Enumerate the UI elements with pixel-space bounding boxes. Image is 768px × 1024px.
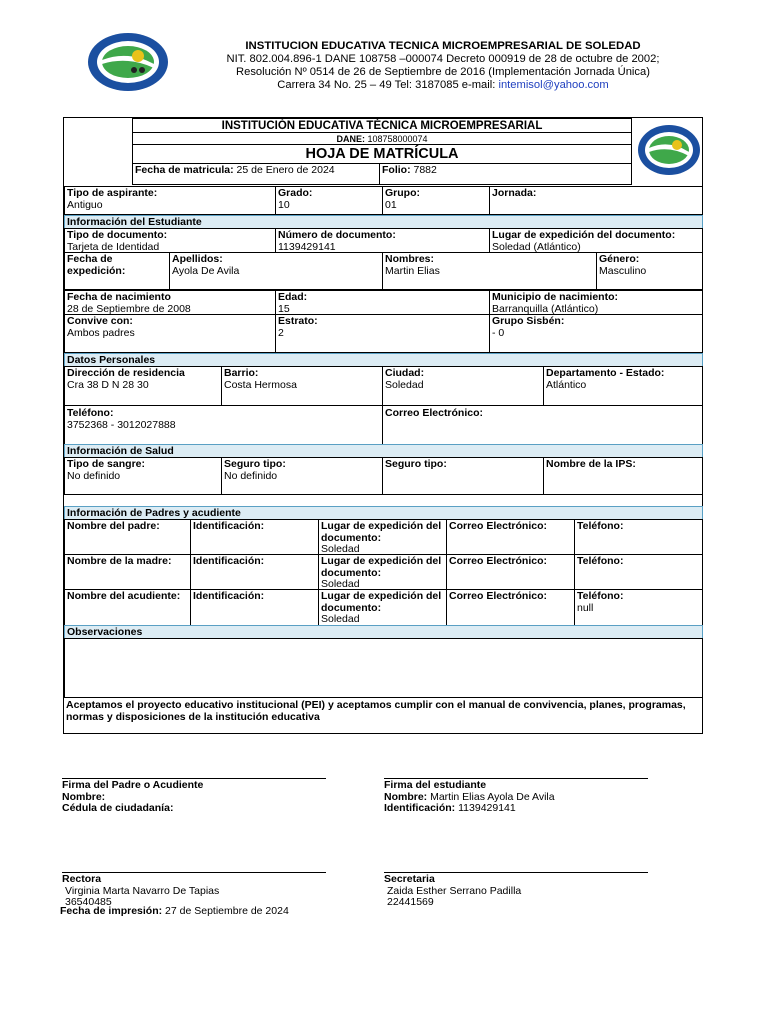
dane-line: DANE: 108758000074 — [132, 132, 632, 145]
signature-padre: Firma del Padre o Acudiente Nombre: Cédula de ciudadanía: — [62, 779, 204, 814]
nombre-madre: Nombre de la madre: — [64, 554, 191, 590]
municipio-nacimiento: Municipio de nacimiento: Barranquilla (Atlántico) — [489, 290, 703, 315]
form-title: HOJA DE MATRÍCULA — [132, 144, 632, 164]
jornada: Jornada: — [489, 186, 703, 215]
header-line-1: NIT. 802.004.896-1 DANE 108758 –000074 Decreto 000919 de 28 de octubre de 2002; — [226, 53, 660, 65]
section-estudiante: Información del Estudiante — [64, 215, 703, 229]
departamento: Departamento - Estado: Atlántico — [543, 366, 703, 406]
grupo: Grupo: 01 — [382, 186, 490, 215]
correo-madre: Correo Electrónico: — [446, 554, 575, 590]
seguro-tipo-2: Seguro tipo: — [382, 457, 544, 495]
fecha-expedicion: Fecha de expedición: — [64, 252, 170, 290]
observaciones-box[interactable] — [64, 638, 703, 698]
tipo-aspirante: Tipo de aspirante: Antiguo — [64, 186, 276, 215]
nombre-padre: Nombre del padre: — [64, 519, 191, 555]
id-madre: Identificación: — [190, 554, 319, 590]
telefono-madre: Teléfono: — [574, 554, 703, 590]
signature-line-rectora — [62, 872, 326, 873]
estrato: Estrato: 2 — [275, 314, 490, 353]
email-link[interactable]: intemisol@yahoo.com — [498, 79, 609, 91]
fecha-matricula: Fecha de matricula: 25 de Enero de 2024 — [132, 163, 380, 185]
tipo-sangre: Tipo de sangre: No definido — [64, 457, 222, 495]
nombres: Nombres: Martin Elias — [382, 252, 597, 290]
fecha-nacimiento: Fecha de nacimiento 28 de Septiembre de 2008 — [64, 290, 276, 315]
form-institution: INSTITUCIÓN EDUCATIVA TÉCNICA MICROEMPRESARIAL — [132, 118, 632, 133]
institution-header — [178, 40, 708, 92]
id-padre: Identificación: — [190, 519, 319, 555]
grupo-sisben: Grupo Sisbén: - 0 — [489, 314, 703, 353]
id-acudiente: Identificación: — [190, 589, 319, 626]
ciudad: Ciudad: Soledad — [382, 366, 544, 406]
nombre-ips: Nombre de la IPS: — [543, 457, 703, 495]
barrio: Barrio: Costa Hermosa — [221, 366, 383, 406]
folio: Folio: 7882 — [379, 163, 632, 185]
edad: Edad: 15 — [275, 290, 490, 315]
nombre-acudiente: Nombre del acudiente: — [64, 589, 191, 626]
correo-padre: Correo Electrónico: — [446, 519, 575, 555]
form-logo — [636, 119, 702, 181]
signature-rectora: Rectora Virginia Marta Navarro De Tapias 36540485 — [62, 873, 220, 908]
grado: Grado: 10 — [275, 186, 383, 215]
correo-electronico: Correo Electrónico: — [382, 405, 703, 445]
correo-acudiente: Correo Electrónico: — [446, 589, 575, 626]
convive-con: Convive con: Ambos padres — [64, 314, 276, 353]
lugar-acudiente: Lugar de expedición del documento: Soledad — [318, 589, 447, 626]
acceptance-text: Aceptamos el proyecto educativo institucional (PEI) y aceptamos cumplir con el manual de convivencia, planes, programas, normas y disposiciones de la institución educativa — [64, 697, 703, 734]
section-padres: Información de Padres y acudiente — [64, 506, 703, 520]
numero-documento: Número de documento: 1139429141 — [275, 228, 490, 253]
enrollment-form — [63, 117, 703, 734]
apellidos: Apellidos: Ayola De Avila — [169, 252, 383, 290]
section-salud: Información de Salud — [64, 444, 703, 458]
fecha-impresion: Fecha de impresión: 27 de Septiembre de 2024 — [60, 905, 289, 917]
direccion: Dirección de residencia Cra 38 D N 28 30 — [64, 366, 222, 406]
telefono-padre: Teléfono: — [574, 519, 703, 555]
signature-secretaria: Secretaria Zaida Esther Serrano Padilla 22441569 — [384, 873, 522, 908]
header-line-2: Resolución Nº 0514 de 26 de Septiembre de 2016 (Implementación Jornada Única) — [236, 66, 650, 78]
lugar-expedicion: Lugar de expedición del documento: Soledad (Atlántico) — [489, 228, 703, 253]
section-observaciones: Observaciones — [64, 625, 703, 639]
telefono: Teléfono: 3752368 - 3012027888 — [64, 405, 383, 445]
section-personales: Datos Personales — [64, 353, 703, 367]
telefono-acudiente: Teléfono: null — [574, 589, 703, 626]
institution-logo — [86, 30, 170, 94]
lugar-padre: Lugar de expedición del documento: Soledad — [318, 519, 447, 555]
seguro-tipo-1: Seguro tipo: No definido — [221, 457, 383, 495]
tipo-documento: Tipo de documento: Tarjeta de Identidad — [64, 228, 276, 253]
header-line-3: Carrera 34 No. 25 – 49 Tel: 3187085 e-mail: intemisol@yahoo.com — [277, 79, 609, 91]
lugar-madre: Lugar de expedición del documento: Soledad — [318, 554, 447, 590]
institution-title: INSTITUCION EDUCATIVA TECNICA MICROEMPRESARIAL DE SOLEDAD — [245, 40, 641, 52]
genero: Género: Masculino — [596, 252, 703, 290]
signature-estudiante: Firma del estudiante Nombre: Martin Elias Ayola De Avila Identificación: 1139429141 — [384, 779, 555, 814]
